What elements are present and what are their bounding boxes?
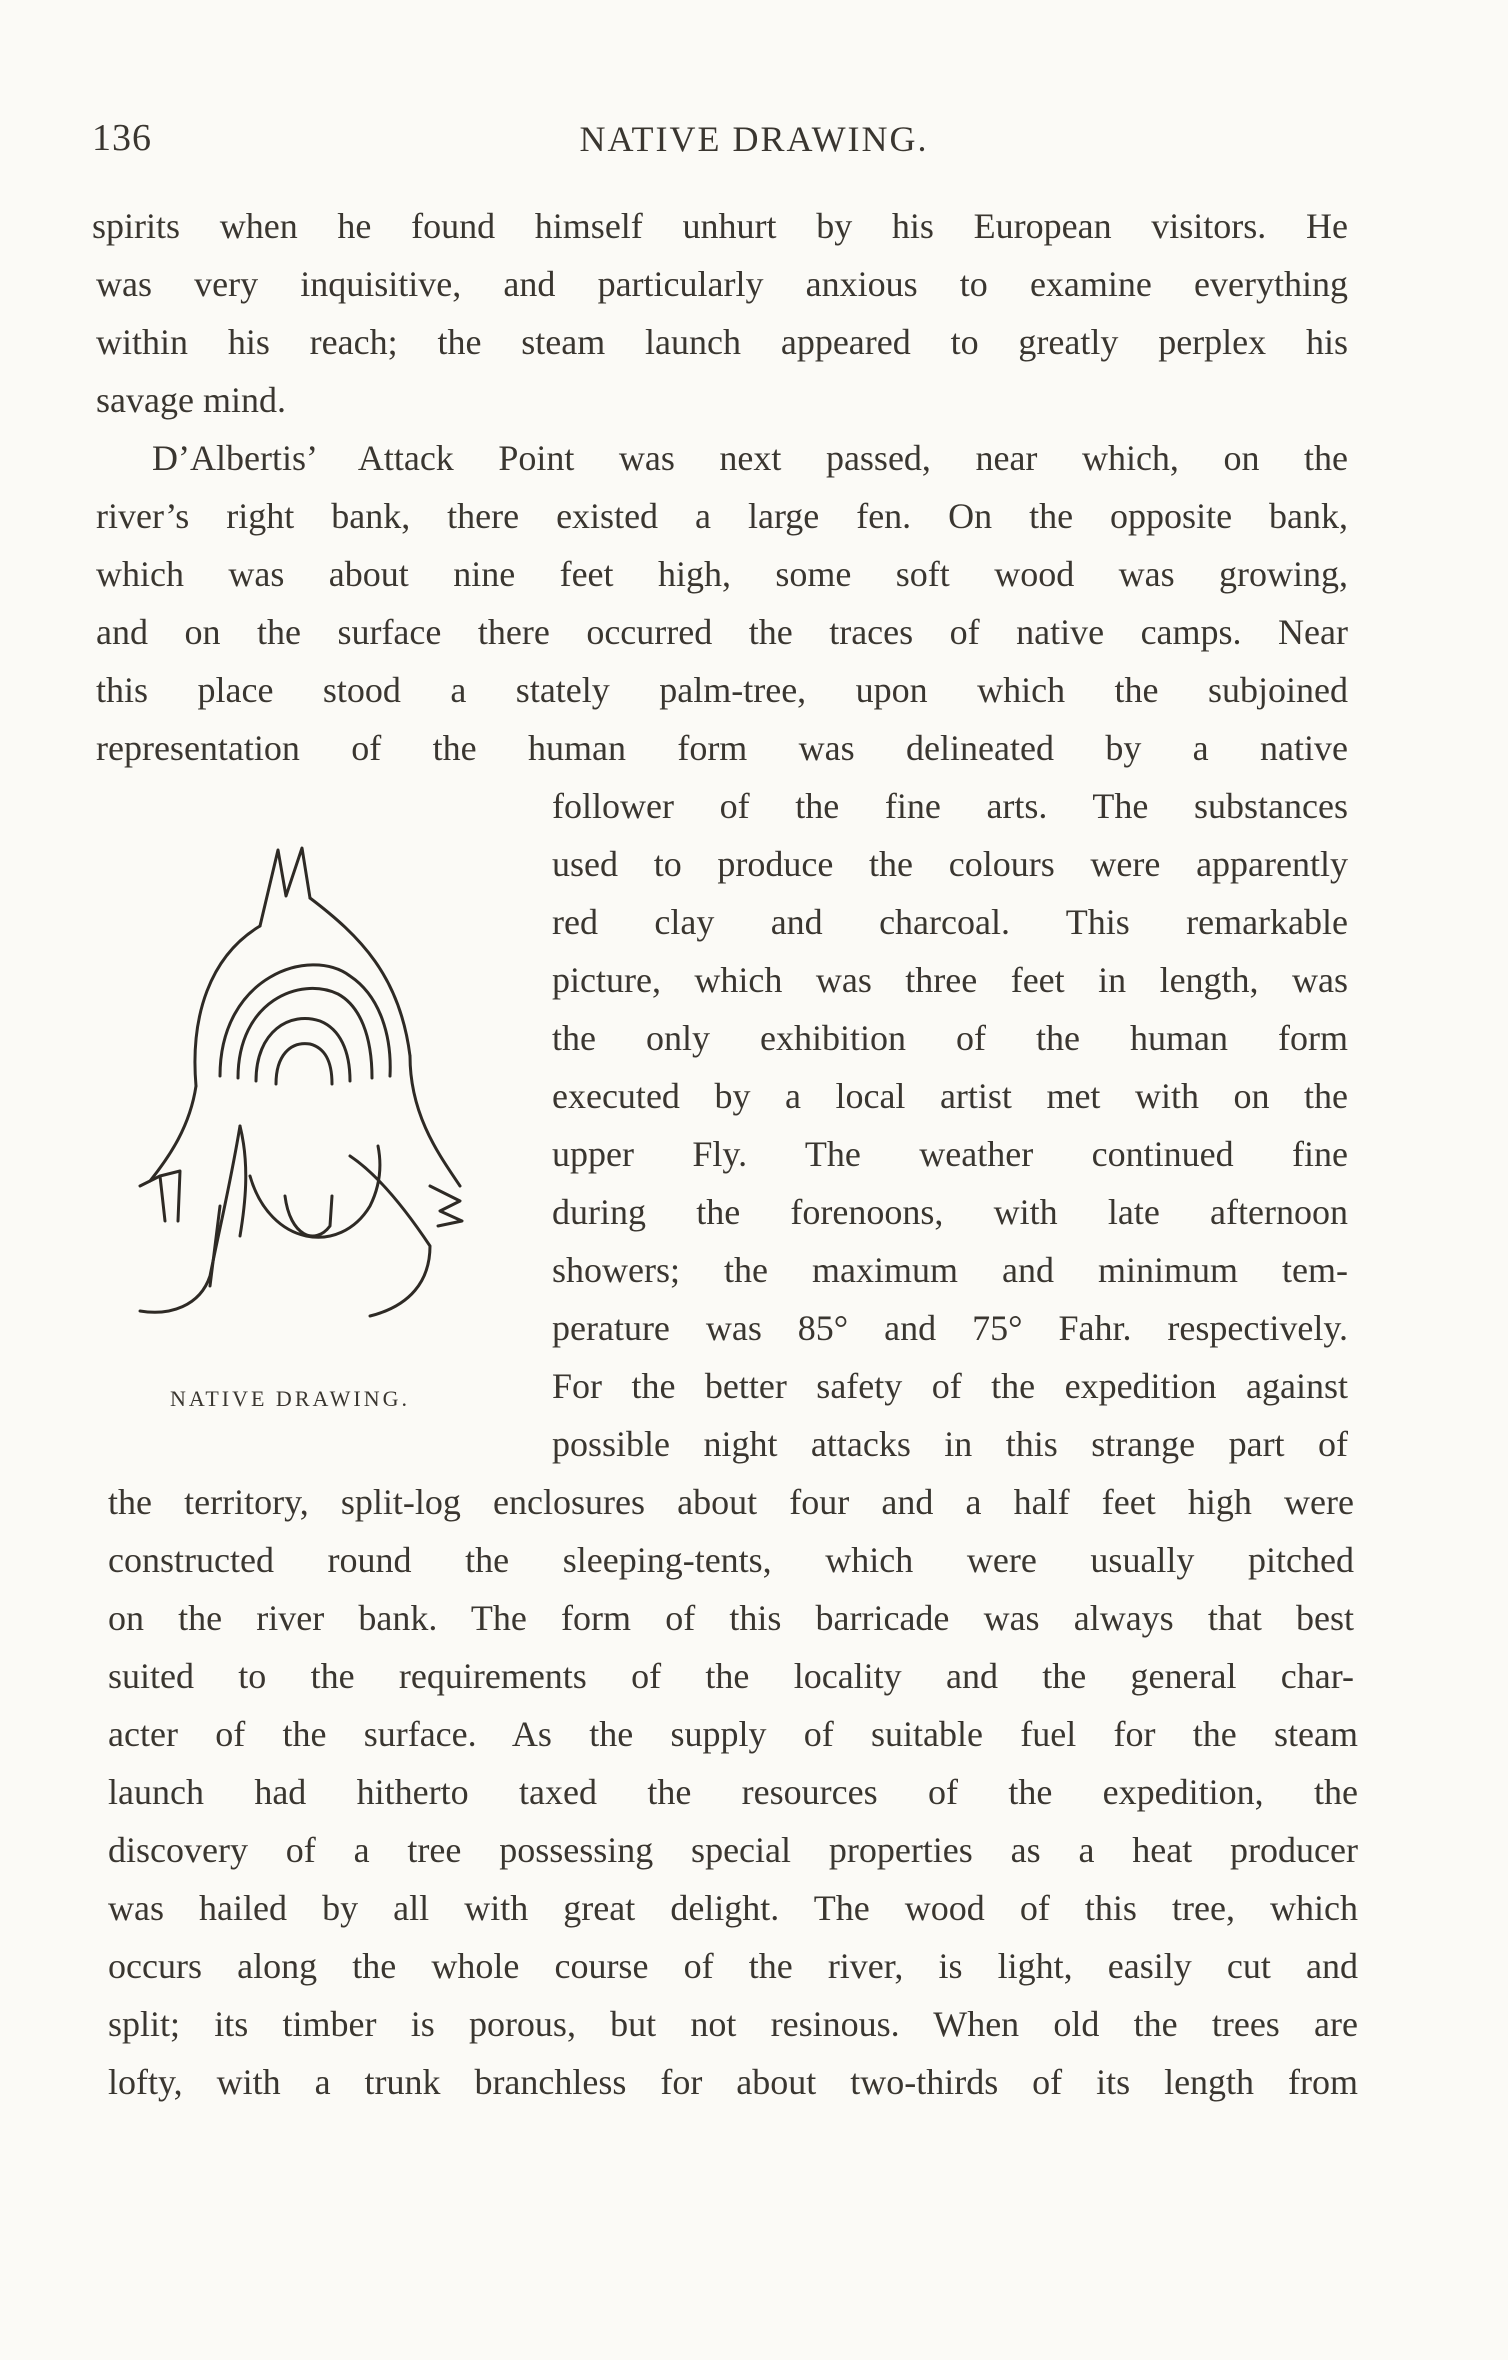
text-line: acter of the surface. As the supply of suitable fuel for the steam <box>108 1714 1358 1754</box>
page-number: 136 <box>92 117 152 159</box>
text-line: split; its timber is porous, but not resinous. When old the trees are <box>108 2004 1358 2044</box>
text-line: the only exhibition of the human form <box>552 1018 1348 1058</box>
native-drawing-illustration <box>110 826 530 1346</box>
text-line: follower of the fine arts. The substances <box>552 786 1348 826</box>
text-line: used to produce the colours were apparently <box>552 844 1348 884</box>
text-line: For the better safety of the expedition against <box>552 1366 1348 1406</box>
text-line: within his reach; the steam launch appeared to greatly perplex his <box>96 322 1348 362</box>
text-line: this place stood a stately palm-tree, upon which the subjoined <box>96 670 1348 710</box>
text-line: and on the surface there occurred the traces of native camps. Near <box>96 612 1348 652</box>
text-line: D’Albertis’ Attack Point was next passed, near which, on the <box>152 438 1348 478</box>
text-line: the territory, split-log enclosures about four and a half feet high were <box>108 1482 1354 1522</box>
text-line: representation of the human form was delineated by a native <box>96 728 1348 768</box>
text-line: possible night attacks in this strange part of <box>552 1424 1348 1464</box>
figure-caption: NATIVE DRAWING. <box>170 1386 410 1411</box>
text-line: on the river bank. The form of this barricade was always that best <box>108 1598 1354 1638</box>
text-line: was hailed by all with great delight. The wood of this tree, which <box>108 1888 1358 1928</box>
text-line: savage mind. <box>96 380 286 420</box>
text-line: upper Fly. The weather continued fine <box>552 1134 1348 1174</box>
text-line: constructed round the sleeping-tents, which were usually pitched <box>108 1540 1354 1580</box>
native-drawing-figure <box>110 826 530 1346</box>
text-line: lofty, with a trunk branchless for about two-thirds of its length from <box>108 2062 1358 2102</box>
text-line: suited to the requirements of the locality and the general char- <box>108 1656 1354 1696</box>
text-line: during the forenoons, with late afternoon <box>552 1192 1348 1232</box>
text-line: spirits when he found himself unhurt by his European visitors. He <box>92 206 1348 246</box>
text-line: discovery of a tree possessing special properties as a heat producer <box>108 1830 1358 1870</box>
text-line: red clay and charcoal. This remarkable <box>552 902 1348 942</box>
text-line: perature was 85° and 75° Fahr. respectively. <box>552 1308 1348 1348</box>
text-line: picture, which was three feet in length, was <box>552 960 1348 1000</box>
text-line: river’s right bank, there existed a large fen. On the opposite bank, <box>96 496 1348 536</box>
text-line: was very inquisitive, and particularly anxious to examine everything <box>96 264 1348 304</box>
text-line: launch had hitherto taxed the resources of the expedition, the <box>108 1772 1358 1812</box>
text-line: showers; the maximum and minimum tem- <box>552 1250 1348 1290</box>
running-head: NATIVE DRAWING. <box>579 119 929 159</box>
text-line: occurs along the whole course of the river, is light, easily cut and <box>108 1946 1358 1986</box>
text-line: which was about nine feet high, some soft wood was growing, <box>96 554 1348 594</box>
text-line: executed by a local artist met with on the <box>552 1076 1348 1116</box>
